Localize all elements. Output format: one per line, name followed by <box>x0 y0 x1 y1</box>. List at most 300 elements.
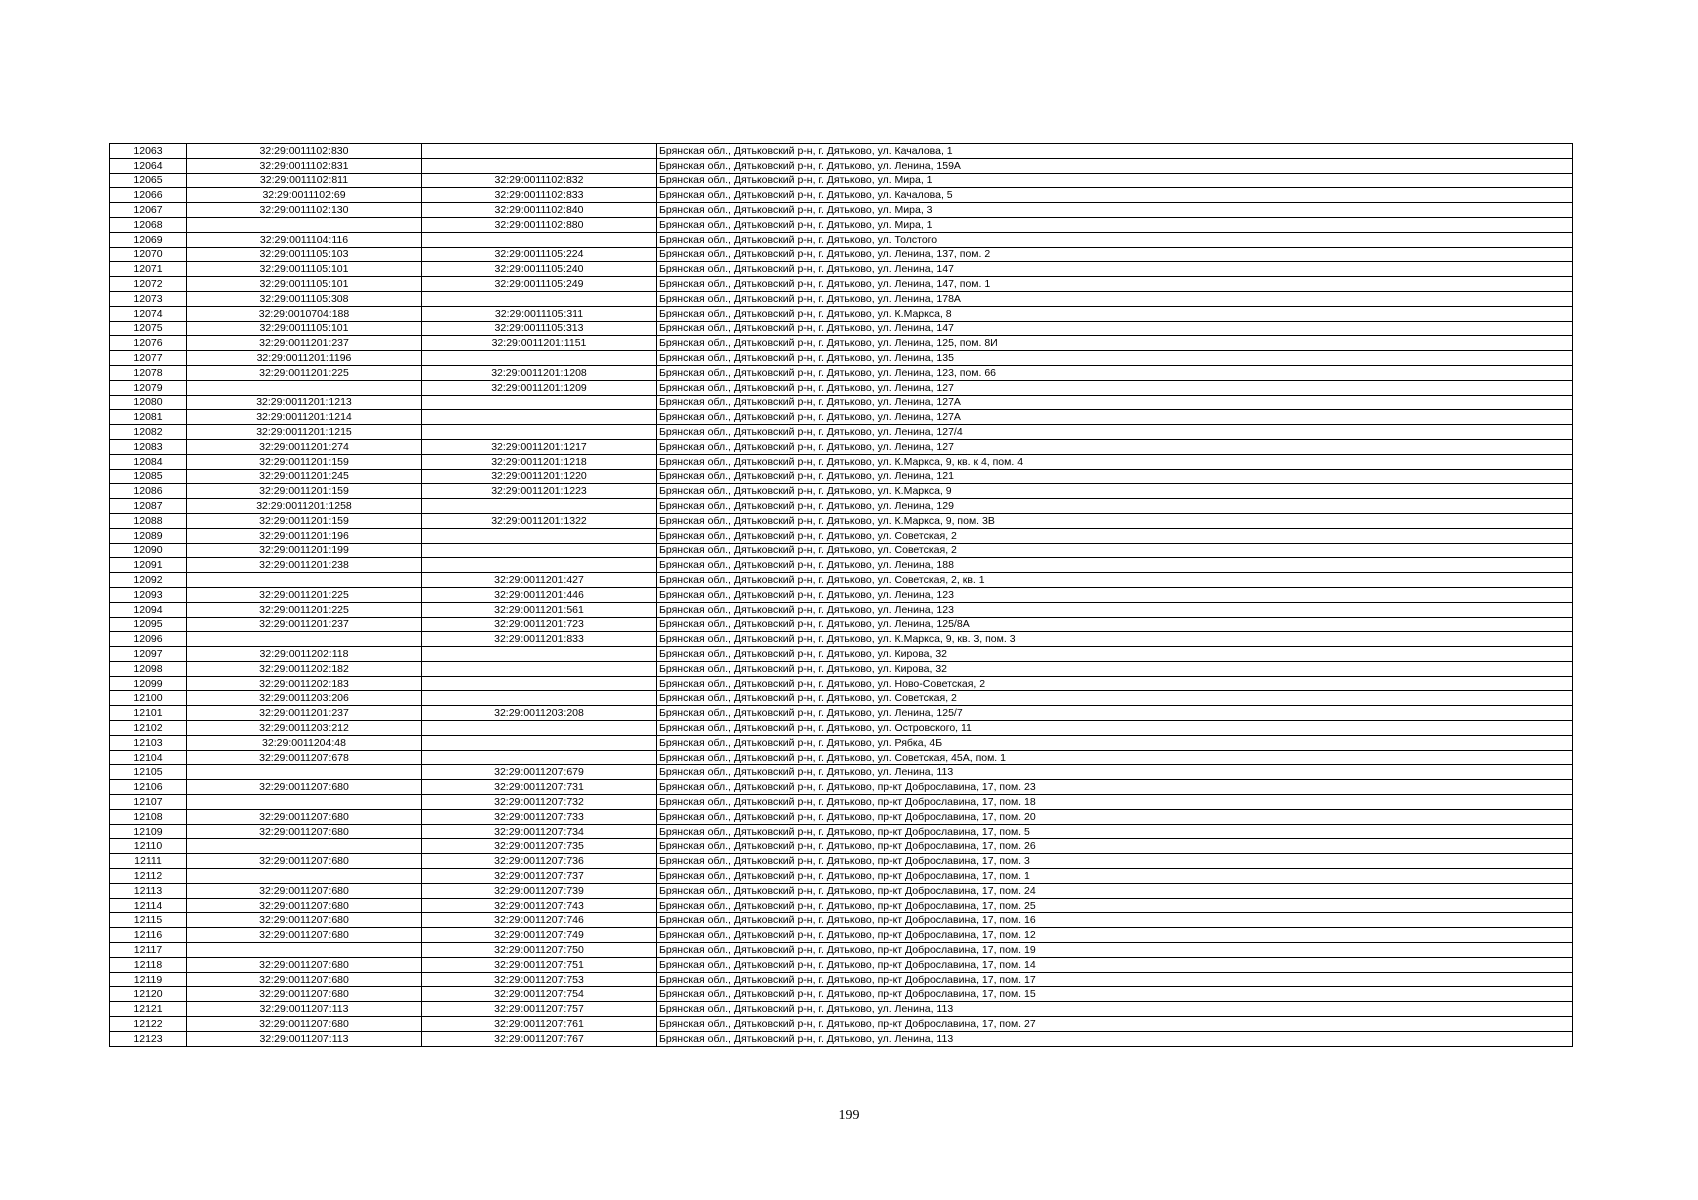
address-cell: Брянская обл., Дятьковский р-н, г. Дятьково, ул. Ленина, 147, пом. 1 <box>657 277 1573 292</box>
row-number-cell: 12069 <box>110 232 187 247</box>
parcel-number-cell: 32:29:0011105:101 <box>187 262 422 277</box>
object-number-cell: 32:29:0011207:767 <box>422 1031 657 1046</box>
object-number-cell <box>422 735 657 750</box>
row-number-cell: 12111 <box>110 854 187 869</box>
parcel-number-cell: 32:29:0011201:245 <box>187 469 422 484</box>
address-cell: Брянская обл., Дятьковский р-н, г. Дятьково, ул. Ленина, 135 <box>657 351 1573 366</box>
address-cell: Брянская обл., Дятьковский р-н, г. Дятьково, пр-кт Доброславина, 17, пом. 1 <box>657 869 1573 884</box>
table-row <box>110 351 1573 366</box>
object-number-cell: 32:29:0011201:1322 <box>422 513 657 528</box>
object-number-cell: 32:29:0011201:1208 <box>422 365 657 380</box>
parcel-number-cell <box>187 573 422 588</box>
parcel-number-cell: 32:29:0011105:308 <box>187 291 422 306</box>
row-number-cell: 12118 <box>110 957 187 972</box>
row-number-cell: 12076 <box>110 336 187 351</box>
address-cell: Брянская обл., Дятьковский р-н, г. Дятьково, ул. К.Маркса, 9, пом. 3В <box>657 513 1573 528</box>
object-number-cell: 32:29:0011207:750 <box>422 943 657 958</box>
row-number-cell: 12079 <box>110 380 187 395</box>
object-number-cell: 32:29:0011201:446 <box>422 587 657 602</box>
object-number-cell: 32:29:0011207:757 <box>422 1002 657 1017</box>
table-row <box>110 232 1573 247</box>
object-number-cell: 32:29:0011102:840 <box>422 203 657 218</box>
address-cell: Брянская обл., Дятьковский р-н, г. Дятьково, пр-кт Доброславина, 17, пом. 17 <box>657 972 1573 987</box>
row-number-cell: 12108 <box>110 809 187 824</box>
object-number-cell <box>422 158 657 173</box>
address-cell: Брянская обл., Дятьковский р-н, г. Дятьково, ул. Ленина, 125, пом. 8И <box>657 336 1573 351</box>
address-cell: Брянская обл., Дятьковский р-н, г. Дятьково, ул. Мира, 1 <box>657 217 1573 232</box>
parcel-number-cell: 32:29:0011202:183 <box>187 676 422 691</box>
table-row <box>110 558 1573 573</box>
object-number-cell <box>422 395 657 410</box>
row-number-cell: 12088 <box>110 513 187 528</box>
object-number-cell <box>422 750 657 765</box>
row-number-cell: 12081 <box>110 410 187 425</box>
object-number-cell: 32:29:0011203:208 <box>422 706 657 721</box>
row-number-cell: 12094 <box>110 602 187 617</box>
address-cell: Брянская обл., Дятьковский р-н, г. Дятьково, ул. Ленина, 127 <box>657 380 1573 395</box>
parcel-number-cell: 32:29:0011203:212 <box>187 721 422 736</box>
address-cell: Брянская обл., Дятьковский р-н, г. Дятьково, ул. Советская, 2 <box>657 543 1573 558</box>
table-row <box>110 839 1573 854</box>
address-cell: Брянская обл., Дятьковский р-н, г. Дятьково, ул. К.Маркса, 9 <box>657 484 1573 499</box>
parcel-number-cell: 32:29:0011207:680 <box>187 987 422 1002</box>
address-cell: Брянская обл., Дятьковский р-н, г. Дятьково, ул. Ленина, 127А <box>657 410 1573 425</box>
table-row <box>110 706 1573 721</box>
table-row <box>110 765 1573 780</box>
object-number-cell: 32:29:0011201:1220 <box>422 469 657 484</box>
table-row <box>110 587 1573 602</box>
address-cell: Брянская обл., Дятьковский р-н, г. Дятьково, ул. Ленина, 127А <box>657 395 1573 410</box>
parcel-number-cell: 32:29:0011207:680 <box>187 824 422 839</box>
table-row <box>110 173 1573 188</box>
table-row <box>110 454 1573 469</box>
table-row <box>110 247 1573 262</box>
object-number-cell: 32:29:0011207:749 <box>422 928 657 943</box>
address-cell: Брянская обл., Дятьковский р-н, г. Дятьково, ул. К.Маркса, 8 <box>657 306 1573 321</box>
parcel-number-cell: 32:29:0011201:159 <box>187 513 422 528</box>
object-number-cell: 32:29:0011201:427 <box>422 573 657 588</box>
object-number-cell <box>422 691 657 706</box>
table-row <box>110 306 1573 321</box>
table-row <box>110 321 1573 336</box>
parcel-number-cell <box>187 869 422 884</box>
table-row <box>110 691 1573 706</box>
row-number-cell: 12075 <box>110 321 187 336</box>
parcel-number-cell: 32:29:0011201:196 <box>187 528 422 543</box>
row-number-cell: 12095 <box>110 617 187 632</box>
row-number-cell: 12105 <box>110 765 187 780</box>
object-number-cell: 32:29:0011207:736 <box>422 854 657 869</box>
address-cell: Брянская обл., Дятьковский р-н, г. Дятьково, пр-кт Доброславина, 17, пом. 20 <box>657 809 1573 824</box>
row-number-cell: 12066 <box>110 188 187 203</box>
row-number-cell: 12106 <box>110 780 187 795</box>
address-cell: Брянская обл., Дятьковский р-н, г. Дятьково, ул. Ленина, 113 <box>657 765 1573 780</box>
table-row <box>110 972 1573 987</box>
address-cell: Брянская обл., Дятьковский р-н, г. Дятьково, ул. Ленина, 159А <box>657 158 1573 173</box>
table-row <box>110 1002 1573 1017</box>
table-row <box>110 617 1573 632</box>
object-number-cell <box>422 144 657 159</box>
table-row <box>110 336 1573 351</box>
row-number-cell: 12063 <box>110 144 187 159</box>
address-cell: Брянская обл., Дятьковский р-н, г. Дятьково, ул. Советская, 45А, пом. 1 <box>657 750 1573 765</box>
table-row <box>110 188 1573 203</box>
table-row <box>110 795 1573 810</box>
row-number-cell: 12104 <box>110 750 187 765</box>
parcel-number-cell: 32:29:0011102:130 <box>187 203 422 218</box>
object-number-cell: 32:29:0011201:1223 <box>422 484 657 499</box>
object-number-cell: 32:29:0011201:1217 <box>422 439 657 454</box>
object-number-cell: 32:29:0011105:240 <box>422 262 657 277</box>
table-row <box>110 854 1573 869</box>
row-number-cell: 12067 <box>110 203 187 218</box>
parcel-number-cell: 32:29:0011201:159 <box>187 454 422 469</box>
parcel-number-cell: 32:29:0011207:680 <box>187 1017 422 1032</box>
parcel-number-cell: 32:29:0011201:225 <box>187 587 422 602</box>
object-number-cell <box>422 425 657 440</box>
parcel-number-cell: 32:29:0011201:237 <box>187 706 422 721</box>
address-cell: Брянская обл., Дятьковский р-н, г. Дятьково, пр-кт Доброславина, 17, пом. 12 <box>657 928 1573 943</box>
parcel-number-cell: 32:29:0011201:225 <box>187 602 422 617</box>
address-cell: Брянская обл., Дятьковский р-н, г. Дятьково, ул. Ленина, 123 <box>657 602 1573 617</box>
address-cell: Брянская обл., Дятьковский р-н, г. Дятьково, ул. Мира, 1 <box>657 173 1573 188</box>
table-row <box>110 528 1573 543</box>
parcel-number-cell: 32:29:0011201:1214 <box>187 410 422 425</box>
address-cell: Брянская обл., Дятьковский р-н, г. Дятьково, ул. Советская, 2 <box>657 528 1573 543</box>
object-number-cell <box>422 721 657 736</box>
table-row <box>110 291 1573 306</box>
parcel-number-cell: 32:29:0011207:113 <box>187 1031 422 1046</box>
address-cell: Брянская обл., Дятьковский р-н, г. Дятьково, ул. Ленина, 125/7 <box>657 706 1573 721</box>
parcel-number-cell: 32:29:0011207:680 <box>187 883 422 898</box>
row-number-cell: 12070 <box>110 247 187 262</box>
address-cell: Брянская обл., Дятьковский р-н, г. Дятьково, ул. Рябка, 4Б <box>657 735 1573 750</box>
parcel-number-cell: 32:29:0011102:811 <box>187 173 422 188</box>
parcel-number-cell: 32:29:0011202:118 <box>187 647 422 662</box>
row-number-cell: 12122 <box>110 1017 187 1032</box>
parcel-number-cell: 32:29:0011105:101 <box>187 277 422 292</box>
parcel-number-cell: 32:29:0011201:237 <box>187 336 422 351</box>
object-number-cell <box>422 232 657 247</box>
table-row <box>110 647 1573 662</box>
table-row <box>110 987 1573 1002</box>
table-row <box>110 484 1573 499</box>
table-row <box>110 499 1573 514</box>
parcel-number-cell: 32:29:0011204:48 <box>187 735 422 750</box>
row-number-cell: 12082 <box>110 425 187 440</box>
object-number-cell: 32:29:0011201:1209 <box>422 380 657 395</box>
parcel-number-cell: 32:29:0011207:680 <box>187 913 422 928</box>
parcel-number-cell: 32:29:0011207:680 <box>187 780 422 795</box>
object-number-cell: 32:29:0011207:754 <box>422 987 657 1002</box>
parcel-number-cell: 32:29:0011201:238 <box>187 558 422 573</box>
row-number-cell: 12110 <box>110 839 187 854</box>
address-cell: Брянская обл., Дятьковский р-н, г. Дятьково, пр-кт Доброславина, 17, пом. 16 <box>657 913 1573 928</box>
table-row <box>110 632 1573 647</box>
row-number-cell: 12116 <box>110 928 187 943</box>
object-number-cell: 32:29:0011105:224 <box>422 247 657 262</box>
address-cell: Брянская обл., Дятьковский р-н, г. Дятьково, пр-кт Доброславина, 17, пом. 3 <box>657 854 1573 869</box>
object-number-cell <box>422 499 657 514</box>
address-cell: Брянская обл., Дятьковский р-н, г. Дятьково, ул. Ленина, 113 <box>657 1031 1573 1046</box>
object-number-cell: 32:29:0011201:1151 <box>422 336 657 351</box>
address-cell: Брянская обл., Дятьковский р-н, г. Дятьково, пр-кт Доброславина, 17, пом. 26 <box>657 839 1573 854</box>
parcel-number-cell: 32:29:0011201:1258 <box>187 499 422 514</box>
object-number-cell: 32:29:0011102:832 <box>422 173 657 188</box>
table-row <box>110 410 1573 425</box>
address-cell: Брянская обл., Дятьковский р-н, г. Дятьково, пр-кт Доброславина, 17, пом. 25 <box>657 898 1573 913</box>
parcel-number-cell <box>187 217 422 232</box>
row-number-cell: 12096 <box>110 632 187 647</box>
table-row <box>110 602 1573 617</box>
address-cell: Брянская обл., Дятьковский р-н, г. Дятьково, ул. Ленина, 125/8А <box>657 617 1573 632</box>
parcel-number-cell: 32:29:0011201:1196 <box>187 351 422 366</box>
address-cell: Брянская обл., Дятьковский р-н, г. Дятьково, ул. Островского, 11 <box>657 721 1573 736</box>
row-number-cell: 12092 <box>110 573 187 588</box>
table-row <box>110 380 1573 395</box>
object-number-cell: 32:29:0011207:746 <box>422 913 657 928</box>
address-cell: Брянская обл., Дятьковский р-н, г. Дятьково, пр-кт Доброславина, 17, пом. 19 <box>657 943 1573 958</box>
table-row <box>110 573 1573 588</box>
row-number-cell: 12089 <box>110 528 187 543</box>
row-number-cell: 12114 <box>110 898 187 913</box>
row-number-cell: 12101 <box>110 706 187 721</box>
table-row <box>110 661 1573 676</box>
row-number-cell: 12091 <box>110 558 187 573</box>
row-number-cell: 12117 <box>110 943 187 958</box>
row-number-cell: 12071 <box>110 262 187 277</box>
table-row <box>110 735 1573 750</box>
row-number-cell: 12100 <box>110 691 187 706</box>
object-number-cell <box>422 528 657 543</box>
address-cell: Брянская обл., Дятьковский р-н, г. Дятьково, ул. Ленина, 121 <box>657 469 1573 484</box>
row-number-cell: 12120 <box>110 987 187 1002</box>
parcel-number-cell: 32:29:0011105:103 <box>187 247 422 262</box>
address-cell: Брянская обл., Дятьковский р-н, г. Дятьково, ул. Ленина, 188 <box>657 558 1573 573</box>
table-row <box>110 425 1573 440</box>
row-number-cell: 12074 <box>110 306 187 321</box>
object-number-cell: 32:29:0011207:679 <box>422 765 657 780</box>
row-number-cell: 12077 <box>110 351 187 366</box>
object-number-cell: 32:29:0011105:313 <box>422 321 657 336</box>
object-number-cell: 32:29:0011201:1218 <box>422 454 657 469</box>
object-number-cell: 32:29:0011201:561 <box>422 602 657 617</box>
row-number-cell: 12072 <box>110 277 187 292</box>
row-number-cell: 12113 <box>110 883 187 898</box>
table-row <box>110 543 1573 558</box>
address-cell: Брянская обл., Дятьковский р-н, г. Дятьково, ул. Качалова, 1 <box>657 144 1573 159</box>
table-row <box>110 780 1573 795</box>
address-cell: Брянская обл., Дятьковский р-н, г. Дятьково, ул. Советская, 2, кв. 1 <box>657 573 1573 588</box>
parcel-number-cell: 32:29:0011102:831 <box>187 158 422 173</box>
parcel-number-cell: 32:29:0011207:680 <box>187 809 422 824</box>
row-number-cell: 12115 <box>110 913 187 928</box>
address-cell: Брянская обл., Дятьковский р-н, г. Дятьково, пр-кт Доброславина, 17, пом. 5 <box>657 824 1573 839</box>
object-number-cell: 32:29:0011207:761 <box>422 1017 657 1032</box>
parcel-number-cell: 32:29:0011207:680 <box>187 854 422 869</box>
object-number-cell: 32:29:0011105:249 <box>422 277 657 292</box>
table-row <box>110 676 1573 691</box>
row-number-cell: 12087 <box>110 499 187 514</box>
address-cell: Брянская обл., Дятьковский р-н, г. Дятьково, ул. К.Маркса, 9, кв. 3, пом. 3 <box>657 632 1573 647</box>
address-cell: Брянская обл., Дятьковский р-н, г. Дятьково, ул. Ленина, 147 <box>657 321 1573 336</box>
parcel-number-cell: 32:29:0011201:1215 <box>187 425 422 440</box>
parcel-number-cell: 32:29:0011104:116 <box>187 232 422 247</box>
table-row <box>110 469 1573 484</box>
object-number-cell <box>422 410 657 425</box>
row-number-cell: 12112 <box>110 869 187 884</box>
row-number-cell: 12119 <box>110 972 187 987</box>
parcel-number-cell: 32:29:0011201:225 <box>187 365 422 380</box>
address-cell: Брянская обл., Дятьковский р-н, г. Дятьково, пр-кт Доброславина, 17, пом. 24 <box>657 883 1573 898</box>
parcel-number-cell: 32:29:0010704:188 <box>187 306 422 321</box>
address-cell: Брянская обл., Дятьковский р-н, г. Дятьково, ул. Ленина, 123, пом. 66 <box>657 365 1573 380</box>
parcel-number-cell: 32:29:0011207:113 <box>187 1002 422 1017</box>
row-number-cell: 12109 <box>110 824 187 839</box>
row-number-cell: 12080 <box>110 395 187 410</box>
row-number-cell: 12093 <box>110 587 187 602</box>
address-cell: Брянская обл., Дятьковский р-н, г. Дятьково, ул. Ленина, 178А <box>657 291 1573 306</box>
parcel-number-cell: 32:29:0011102:830 <box>187 144 422 159</box>
object-number-cell: 32:29:0011102:833 <box>422 188 657 203</box>
address-cell: Брянская обл., Дятьковский р-н, г. Дятьково, ул. Ленина, 123 <box>657 587 1573 602</box>
parcel-number-cell <box>187 795 422 810</box>
row-number-cell: 12123 <box>110 1031 187 1046</box>
table-row <box>110 928 1573 943</box>
address-cell: Брянская обл., Дятьковский р-н, г. Дятьково, ул. Мира, 3 <box>657 203 1573 218</box>
parcel-number-cell: 32:29:0011201:199 <box>187 543 422 558</box>
table-row <box>110 1031 1573 1046</box>
table-row <box>110 883 1573 898</box>
address-cell: Брянская обл., Дятьковский р-н, г. Дятьково, ул. Ново-Советская, 2 <box>657 676 1573 691</box>
object-number-cell: 32:29:0011201:723 <box>422 617 657 632</box>
row-number-cell: 12084 <box>110 454 187 469</box>
row-number-cell: 12099 <box>110 676 187 691</box>
table-row <box>110 158 1573 173</box>
row-number-cell: 12098 <box>110 661 187 676</box>
object-number-cell <box>422 291 657 306</box>
address-cell: Брянская обл., Дятьковский р-н, г. Дятьково, ул. Кирова, 32 <box>657 647 1573 662</box>
table-row <box>110 750 1573 765</box>
row-number-cell: 12121 <box>110 1002 187 1017</box>
table-row <box>110 277 1573 292</box>
table-row <box>110 217 1573 232</box>
object-number-cell <box>422 647 657 662</box>
address-cell: Брянская обл., Дятьковский р-н, г. Дятьково, ул. Качалова, 5 <box>657 188 1573 203</box>
object-number-cell: 32:29:0011102:880 <box>422 217 657 232</box>
object-number-cell: 32:29:0011207:743 <box>422 898 657 913</box>
row-number-cell: 12102 <box>110 721 187 736</box>
row-number-cell: 12085 <box>110 469 187 484</box>
parcel-number-cell: 32:29:0011207:680 <box>187 928 422 943</box>
object-number-cell <box>422 351 657 366</box>
address-cell: Брянская обл., Дятьковский р-н, г. Дятьково, пр-кт Доброславина, 17, пом. 27 <box>657 1017 1573 1032</box>
table-row <box>110 809 1573 824</box>
parcel-number-cell: 32:29:0011207:680 <box>187 898 422 913</box>
row-number-cell: 12103 <box>110 735 187 750</box>
object-number-cell: 32:29:0011207:734 <box>422 824 657 839</box>
parcel-number-cell: 32:29:0011201:237 <box>187 617 422 632</box>
parcel-number-cell: 32:29:0011207:680 <box>187 957 422 972</box>
object-number-cell <box>422 676 657 691</box>
object-number-cell: 32:29:0011207:731 <box>422 780 657 795</box>
row-number-cell: 12083 <box>110 439 187 454</box>
object-number-cell: 32:29:0011207:735 <box>422 839 657 854</box>
table-row <box>110 721 1573 736</box>
table-row <box>110 898 1573 913</box>
table-row <box>110 824 1573 839</box>
table-row <box>110 943 1573 958</box>
object-number-cell <box>422 661 657 676</box>
object-number-cell: 32:29:0011207:753 <box>422 972 657 987</box>
address-cell: Брянская обл., Дятьковский р-н, г. Дятьково, ул. Ленина, 127/4 <box>657 425 1573 440</box>
row-number-cell: 12064 <box>110 158 187 173</box>
parcel-number-cell: 32:29:0011201:274 <box>187 439 422 454</box>
object-number-cell: 32:29:0011207:739 <box>422 883 657 898</box>
parcel-number-cell <box>187 632 422 647</box>
address-cell: Брянская обл., Дятьковский р-н, г. Дятьково, ул. Ленина, 127 <box>657 439 1573 454</box>
table-row <box>110 395 1573 410</box>
parcel-number-cell: 32:29:0011105:101 <box>187 321 422 336</box>
table-row <box>110 203 1573 218</box>
table-row <box>110 262 1573 277</box>
table-row <box>110 913 1573 928</box>
address-cell: Брянская обл., Дятьковский р-н, г. Дятьково, ул. Толстого <box>657 232 1573 247</box>
address-cell: Брянская обл., Дятьковский р-н, г. Дятьково, пр-кт Доброславина, 17, пом. 18 <box>657 795 1573 810</box>
row-number-cell: 12090 <box>110 543 187 558</box>
parcel-number-cell: 32:29:0011207:680 <box>187 972 422 987</box>
parcel-number-cell: 32:29:0011203:206 <box>187 691 422 706</box>
table-row <box>110 439 1573 454</box>
address-cell: Брянская обл., Дятьковский р-н, г. Дятьково, ул. Кирова, 32 <box>657 661 1573 676</box>
object-number-cell: 32:29:0011201:833 <box>422 632 657 647</box>
object-number-cell: 32:29:0011207:737 <box>422 869 657 884</box>
parcel-number-cell: 32:29:0011202:182 <box>187 661 422 676</box>
table-row <box>110 869 1573 884</box>
address-cell: Брянская обл., Дятьковский р-н, г. Дятьково, ул. Ленина, 113 <box>657 1002 1573 1017</box>
cadastral-table <box>109 143 1573 1047</box>
table-row <box>110 1017 1573 1032</box>
address-cell: Брянская обл., Дятьковский р-н, г. Дятьково, пр-кт Доброславина, 17, пом. 15 <box>657 987 1573 1002</box>
table-row <box>110 144 1573 159</box>
address-cell: Брянская обл., Дятьковский р-н, г. Дятьково, пр-кт Доброславина, 17, пом. 14 <box>657 957 1573 972</box>
row-number-cell: 12078 <box>110 365 187 380</box>
address-cell: Брянская обл., Дятьковский р-н, г. Дятьково, ул. Ленина, 129 <box>657 499 1573 514</box>
row-number-cell: 12086 <box>110 484 187 499</box>
row-number-cell: 12068 <box>110 217 187 232</box>
address-cell: Брянская обл., Дятьковский р-н, г. Дятьково, ул. Ленина, 147 <box>657 262 1573 277</box>
table-row <box>110 365 1573 380</box>
row-number-cell: 12107 <box>110 795 187 810</box>
parcel-number-cell <box>187 765 422 780</box>
address-cell: Брянская обл., Дятьковский р-н, г. Дятьково, ул. К.Маркса, 9, кв. к 4, пом. 4 <box>657 454 1573 469</box>
parcel-number-cell <box>187 380 422 395</box>
parcel-number-cell <box>187 839 422 854</box>
row-number-cell: 12065 <box>110 173 187 188</box>
parcel-number-cell: 32:29:0011102:69 <box>187 188 422 203</box>
parcel-number-cell <box>187 943 422 958</box>
row-number-cell: 12097 <box>110 647 187 662</box>
address-cell: Брянская обл., Дятьковский р-н, г. Дятьково, ул. Советская, 2 <box>657 691 1573 706</box>
object-number-cell <box>422 558 657 573</box>
object-number-cell: 32:29:0011207:733 <box>422 809 657 824</box>
object-number-cell: 32:29:0011105:311 <box>422 306 657 321</box>
address-cell: Брянская обл., Дятьковский р-н, г. Дятьково, пр-кт Доброславина, 17, пом. 23 <box>657 780 1573 795</box>
object-number-cell: 32:29:0011207:732 <box>422 795 657 810</box>
object-number-cell <box>422 543 657 558</box>
cadastral-table-body <box>110 144 1573 1047</box>
table-row <box>110 957 1573 972</box>
